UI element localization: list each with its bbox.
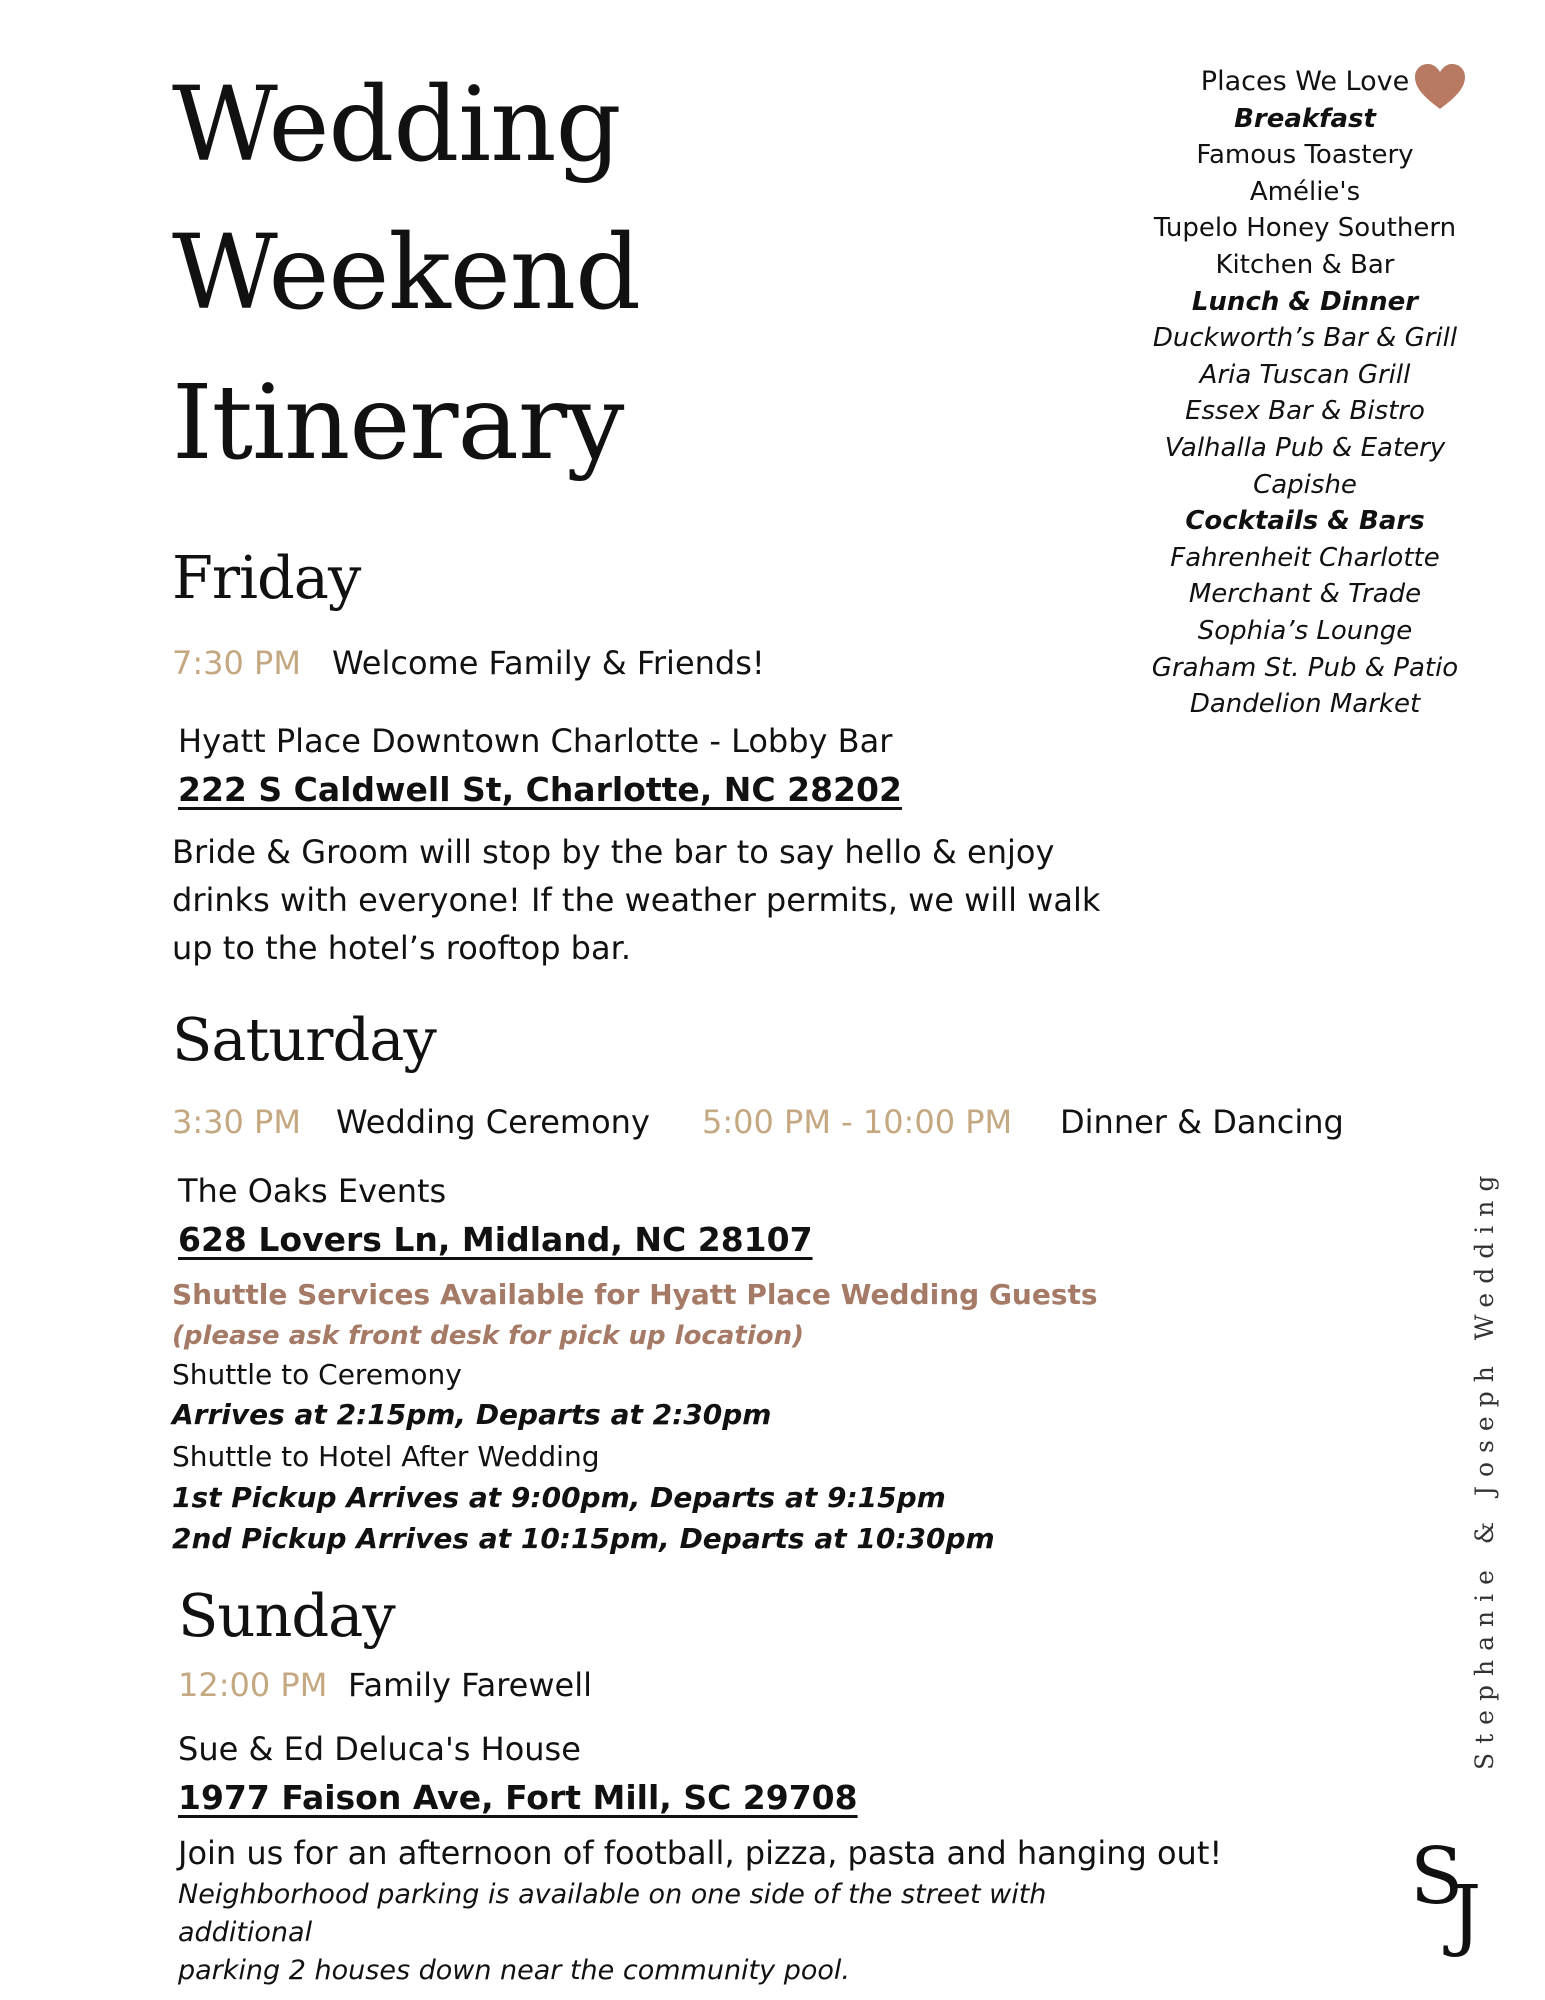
friday-address-link[interactable]: 222 S Caldwell St, Charlotte, NC 28202 — [178, 770, 902, 809]
saturday-event-2: Dinner & Dancing — [1060, 1103, 1344, 1141]
parking-note-line: Neighborhood parking is available on one side of the street with additional — [178, 1879, 1047, 1948]
shuttle-ceremony-label: Shuttle to Ceremony — [172, 1358, 462, 1391]
side-wedding-text: Stephanie & Joseph Wedding — [1470, 1166, 1499, 1770]
shuttle-ceremony-times: Arrives at 2:15pm, Departs at 2:30pm — [172, 1398, 772, 1431]
place-item: Duckworth’s Bar & Grill — [1152, 323, 1458, 354]
heart-icon — [1414, 64, 1466, 110]
sunday-address-link[interactable]: 1977 Faison Ave, Fort Mill, SC 29708 — [178, 1778, 858, 1817]
places-heading: Places We Love — [1200, 66, 1410, 97]
title-line-1: Wedding — [172, 65, 621, 185]
friday-description-line: Bride & Groom will stop by the bar to say hello & enjoy — [172, 833, 1055, 871]
place-item: Fahrenheit Charlotte — [1170, 542, 1440, 573]
sunday-parking-note — [178, 1876, 1178, 1990]
shuttle-hotel-label: Shuttle to Hotel After Wedding — [172, 1440, 600, 1473]
day-heading-saturday: Saturday — [172, 1005, 436, 1074]
shuttle-note: (please ask front desk for pick up location) — [172, 1321, 804, 1351]
friday-description-line: up to the hotel’s rooftop bar. — [172, 929, 631, 967]
title-line-2: Weekend — [172, 213, 641, 333]
place-item: Kitchen & Bar — [1215, 249, 1395, 280]
place-item: Aria Tuscan Grill — [1199, 359, 1411, 390]
place-item: Essex Bar & Bistro — [1185, 396, 1425, 427]
sunday-description: Join us for an afternoon of football, pizza, pasta and hanging out! — [178, 1834, 1223, 1872]
friday-event: Welcome Family & Friends! — [332, 644, 765, 682]
place-item: Merchant & Trade — [1188, 579, 1422, 610]
title-line-3: Itinerary — [172, 363, 624, 483]
shuttle-pickup-1: 1st Pickup Arrives at 9:00pm, Departs at 9:15pm — [172, 1481, 946, 1514]
friday-venue: Hyatt Place Downtown Charlotte - Lobby Bar — [178, 722, 893, 760]
saturday-event-1: Wedding Ceremony — [336, 1103, 650, 1141]
place-item: Sophia’s Lounge — [1197, 615, 1413, 646]
saturday-address-link[interactable]: 628 Lovers Ln, Midland, NC 28107 — [178, 1220, 813, 1259]
place-item: Amélie's — [1249, 176, 1361, 207]
shuttle-pickup-2: 2nd Pickup Arrives at 10:15pm, Departs at 10:30pm — [172, 1522, 995, 1555]
sunday-venue: Sue & Ed Deluca's House — [178, 1730, 581, 1768]
day-heading-sunday: Sunday — [178, 1581, 395, 1650]
place-item: Famous Toastery — [1196, 140, 1414, 171]
category-breakfast: Breakfast — [1234, 103, 1376, 134]
saturday-venue: The Oaks Events — [178, 1172, 447, 1210]
place-item: Dandelion Market — [1189, 689, 1421, 720]
day-heading-friday: Friday — [172, 543, 361, 612]
shuttle-heading: Shuttle Services Available for Hyatt Place Wedding Guests — [172, 1278, 1098, 1311]
friday-time: 7:30 PM — [172, 644, 301, 682]
category-lunch-dinner: Lunch & Dinner — [1191, 286, 1419, 317]
category-cocktails-bars: Cocktails & Bars — [1185, 506, 1425, 537]
place-item: Graham St. Pub & Patio — [1151, 652, 1459, 683]
saturday-time-1: 3:30 PM — [172, 1103, 301, 1141]
saturday-time-2: 5:00 PM - 10:00 PM — [702, 1103, 1013, 1141]
place-item: Capishe — [1253, 469, 1357, 500]
places-we-love-list — [1120, 64, 1490, 723]
friday-description-line: drinks with everyone! If the weather permits, we will walk — [172, 881, 1101, 919]
place-item: Valhalla Pub & Eatery — [1164, 432, 1446, 463]
place-item: Tupelo Honey Southern — [1153, 213, 1457, 244]
sunday-time: 12:00 PM — [178, 1666, 328, 1704]
parking-note-line: parking 2 houses down near the community pool. — [178, 1955, 850, 1986]
sunday-event: Family Farewell — [348, 1666, 592, 1704]
monogram-j: J — [1450, 1870, 1482, 1960]
monogram-s: S — [1410, 1832, 1464, 1922]
friday-description — [172, 828, 1132, 972]
